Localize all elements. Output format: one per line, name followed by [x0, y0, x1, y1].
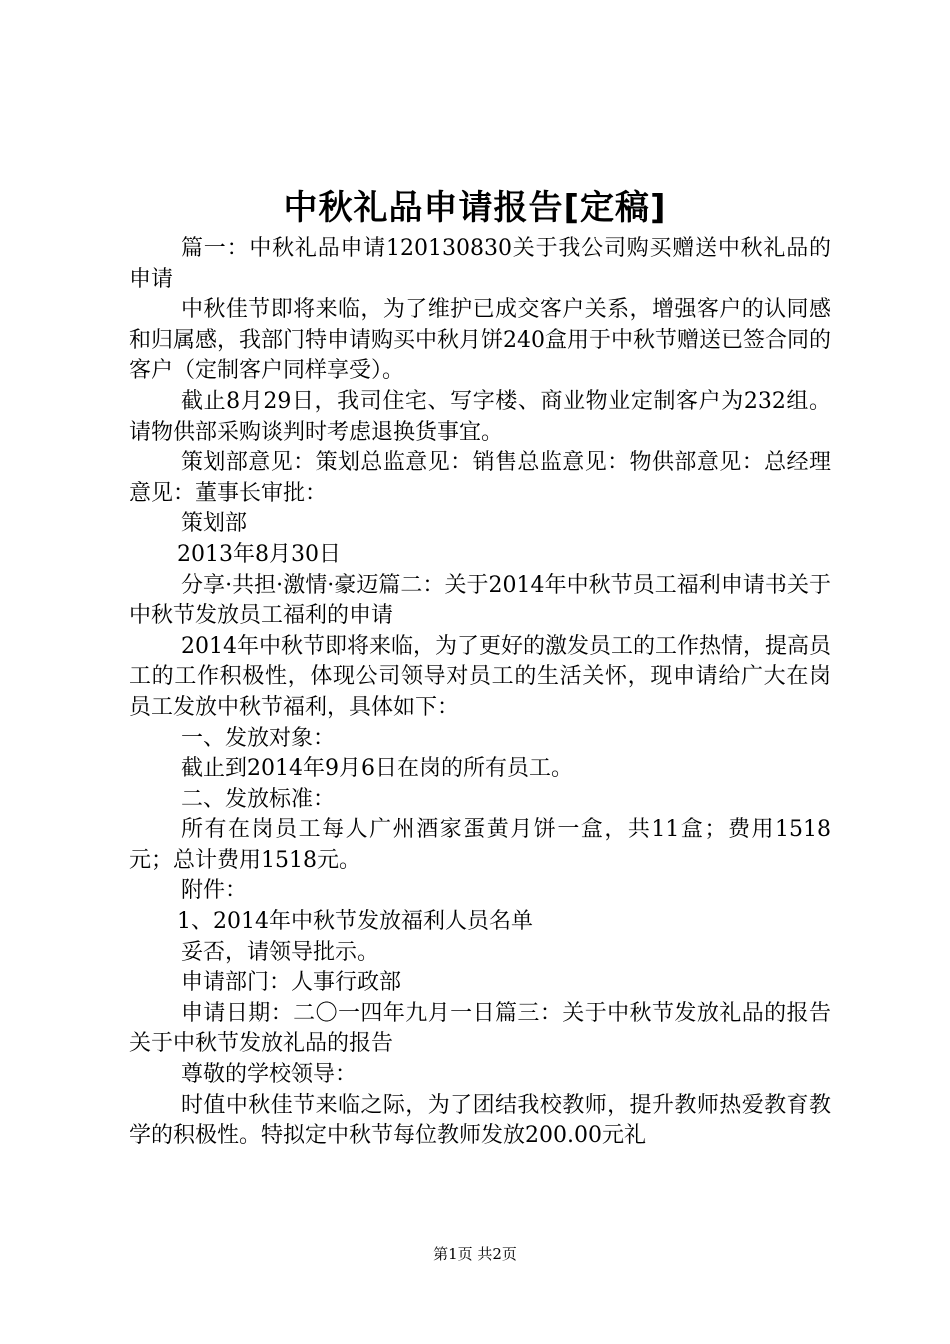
paragraph: 2014年中秋节即将来临，为了更好的激发员工的工作热情，提高员工的工作积极性，体现公司领导对员工的生活关怀，现申请给广大在岗员工发放中秋节福利，具体如下： — [129, 633, 831, 720]
paragraph: 策划部 — [181, 511, 248, 537]
paragraph: 策划部意见：策划总监意见：销售总监意见：物供部意见：总经理意见：董事长审批： — [129, 450, 831, 506]
paragraph: 妥否，请领导批示。 — [181, 939, 380, 965]
paragraph: 尊敬的学校领导： — [181, 1062, 358, 1088]
paragraph: 截止8月29日，我司住宅、写字楼、商业物业定制客户为232组。请物供部采购谈判时考虑退换货事宜。 — [129, 388, 831, 445]
paragraph: 申请部门：人事行政部 — [181, 970, 402, 996]
paragraph: 1、2014年中秋节发放福利人员名单 — [177, 909, 533, 935]
paragraph: 所有在岗员工每人广州酒家蛋黄月饼一盒，共11盒；费用1518元；总计费用1518元。 — [129, 817, 831, 873]
page-indicator: 第1页 共2页 — [433, 1245, 517, 1263]
paragraph: 时值中秋佳节来临之际，为了团结我校教师，提升教师热爱教育教学的积极性。特拟定中秋节每位教师发放200.00元礼 — [129, 1092, 831, 1149]
paragraph: 分享·共担·激情·豪迈篇二：关于2014年中秋节员工福利申请书关于中秋节发放员工福利的申请 — [129, 572, 831, 629]
paragraph: 截止到2014年9月6日在岗的所有员工。 — [181, 756, 573, 782]
paragraph: 二、发放标准： — [181, 786, 336, 812]
paragraph: 2013年8月30日 — [177, 541, 341, 567]
paragraph: 申请日期：二〇一四年九月一日篇三：关于中秋节发放礼品的报告关于中秋节发放礼品的报告 — [129, 1000, 831, 1057]
paragraph: 附件： — [181, 878, 248, 904]
paragraph: 中秋佳节即将来临，为了维护已成交客户关系，增强客户的认同感和归属感，我部门特申请购买中秋月饼240盒用于中秋节赠送已签合同的客户（定制客户同样享受）。 — [129, 297, 831, 384]
document-title: 中秋礼品申请报告[定稿] — [283, 188, 667, 228]
paragraph: 一、发放对象： — [181, 725, 336, 751]
paragraph: 篇一：中秋礼品申请120130830关于我公司购买赠送中秋礼品的申请 — [129, 236, 831, 292]
document-body — [129, 234, 831, 1152]
